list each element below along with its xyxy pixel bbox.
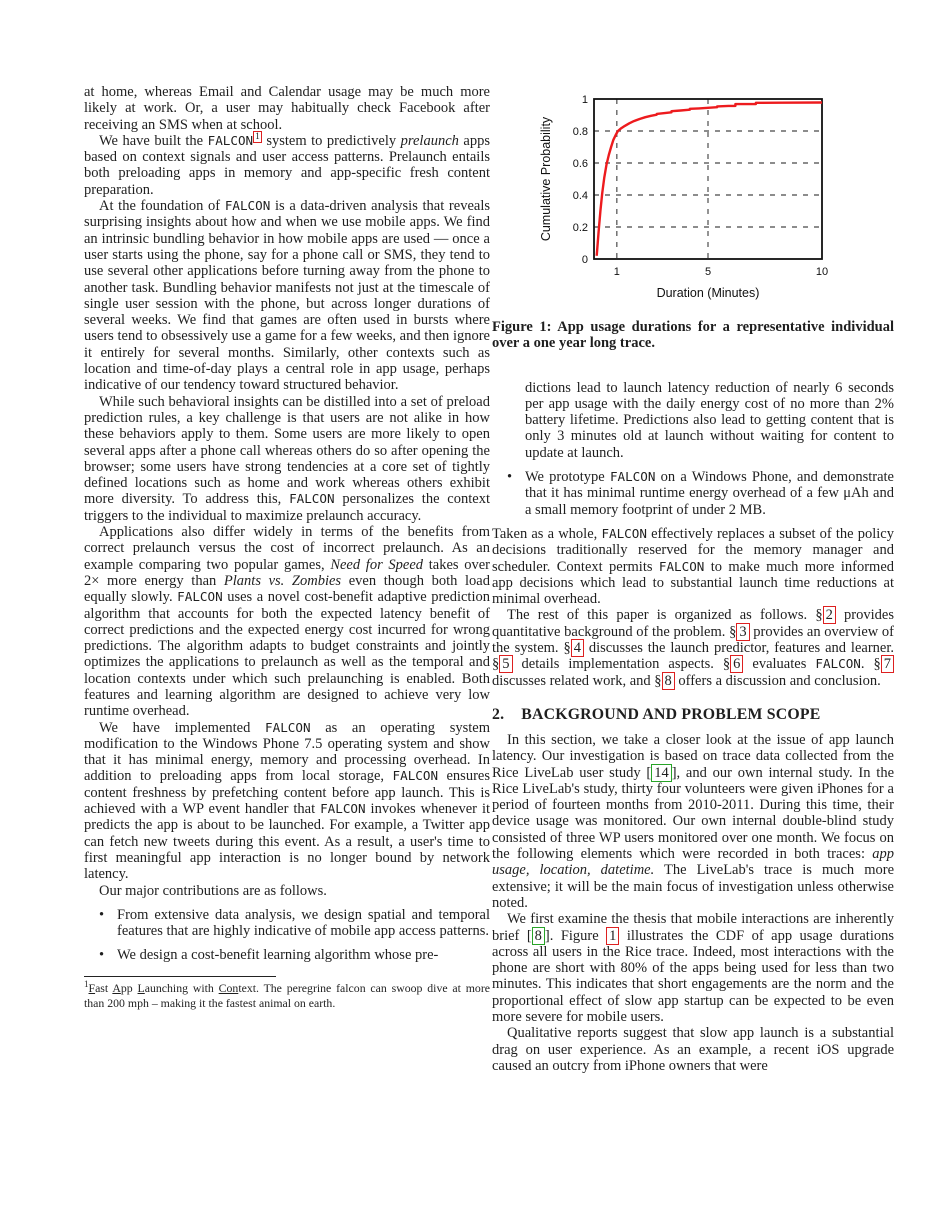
y-tick-label: 0.6	[572, 158, 588, 170]
section-heading	[492, 705, 894, 724]
internal-ref-link[interactable]: 4	[571, 639, 584, 657]
figure-caption-text: App usage durations for a representative individual over a one year long trace.	[492, 319, 894, 352]
internal-ref-link[interactable]: 7	[881, 655, 894, 673]
falcon-system-name: FALCON	[265, 719, 311, 735]
paragraph	[84, 84, 490, 133]
text-run: invokes whenever it predicts the app is about to be launched. For example, a Twitter app can fetch new tweets during this event. As a result, a user's time to first meaningful app interaction is no longer bound by network latency.	[84, 801, 490, 883]
falcon-system-name: FALCON	[815, 656, 861, 672]
paragraph	[84, 524, 490, 720]
text-run: In this section, we take a closer look at the issue of app launch latency. Our investigation is based on trace data collected from the Rice LiveLab user study [	[492, 731, 894, 781]
x-tick-label: 5	[704, 266, 712, 278]
text-run: at home, whereas Email and Calendar usage may be much more likely at work. Or, a user may habitually check Facebook after receiving an SMS when at school.	[84, 84, 490, 133]
citation-link[interactable]: 14	[651, 764, 672, 782]
underlined-text: Con	[218, 980, 239, 995]
internal-ref-link[interactable]: 5	[499, 655, 512, 673]
y-tick-label: 0.2	[572, 222, 588, 234]
internal-ref-link[interactable]: 3	[736, 623, 749, 641]
paragraph	[492, 607, 894, 688]
paragraph	[492, 732, 894, 911]
bullet-marker-icon: •	[99, 947, 105, 964]
falcon-system-name: FALCON	[224, 198, 271, 214]
y-tick-label: 1	[581, 94, 588, 106]
paragraph	[84, 720, 490, 883]
paragraph	[84, 394, 490, 524]
falcon-system-name: FALCON	[320, 801, 366, 817]
text-run: We first examine the thesis that mobile interactions are inherently brief [	[492, 911, 894, 944]
paragraph	[84, 883, 490, 899]
underlined-text: L	[137, 980, 145, 995]
footnote-ref-link[interactable]: 1	[255, 132, 260, 143]
bullet-item	[84, 947, 490, 963]
right-column	[492, 84, 894, 1074]
y-tick-label: 0	[581, 254, 588, 266]
emphasized-text: app usage, location, datetime.	[492, 846, 894, 879]
text-run: We prototype	[525, 469, 610, 486]
text-run: to make much more informed app decisions which lead to substantial launch time reductions at minimal overhead.	[492, 558, 894, 608]
text-run: uses a novel cost-benefit adaptive prediction algorithm that accounts for both the expected latency benefit of correct predictions and the expected energy cost incurred for wrong predictions. The algorithm adapts to budget constraints and jointly optimizes the applications to prelaunch as well as the temporal and location contexts under which such prelaunching is enabled. Both features and learning algorithm are designed to achieve very low runtime overhead.	[84, 589, 490, 720]
text-run: We have built the	[99, 132, 208, 149]
text-run: Our major contributions are as follows.	[99, 882, 327, 899]
section-title: BACKGROUND AND PROBLEM SCOPE	[521, 705, 821, 723]
x-axis-label: Duration (Minutes)	[656, 286, 760, 300]
text-run: ]. Figure	[544, 927, 607, 944]
text-run: We design a cost-benefit learning algorithm whose pre-	[117, 947, 439, 964]
bullet-continuation	[492, 380, 894, 461]
paragraph	[84, 198, 490, 394]
paragraph	[492, 911, 894, 1025]
internal-ref-link[interactable]: 2	[823, 606, 836, 624]
text-run: even though both load equally slowly.	[84, 572, 490, 606]
left-column-text	[84, 84, 490, 964]
text-run: as an operating system modification to the Windows Phone 7.5 operating system and show that it has minimal energy, memory and processing overhead. In addition to preloading apps from local storage,	[84, 719, 490, 785]
text-run: While such behavioral insights can be distilled into a set of preload prediction rules, a key challenge is that users are not alike in how these behaviors apply to them. Some users are more likely to open several apps after a phone call whereas others do so after opening the browser; some users have strong tendencies at a core set of tightly defined locations such as home and work whereas others exhibit more diversity. To address this,	[84, 393, 490, 508]
text-run: Applications also differ widely in terms of the benefits from correct prelaunch versus the cost of incorrect prelaunch. As an example comparing two popular games,	[84, 524, 490, 573]
text-run: ], and our own internal study. In the Rice LiveLab's study, thirty four volunteers were given iPhones for a period of fourteen months from 2010-2011. During this time, their device usage was monitored. Our own internal double-blind study consisted of three WP users monitored over one month. We focus on the following elements which were recorded in both traces:	[492, 764, 895, 863]
text-run: aunching with	[144, 980, 219, 995]
text-run: The LiveLab's trace is much more extensive; it will be the main focus of investigation unless otherwise noted.	[492, 862, 895, 911]
text-run: evaluates	[743, 656, 816, 673]
falcon-system-name: FALCON	[207, 132, 254, 148]
text-run: system to predictively	[261, 132, 401, 149]
text-run: is a data-driven analysis that reveals surprising insights about how and when we use mobile apps. We find an intrinsic bundling behavior in how mobile apps are used — once a user starts using the phone, say for a phone call or SMS, they tend to use several other applications before turning away from the phone to another task. Bundling behavior manifests not just at the timescale of single user session with the phone, but across longer durations of several weeks. We find that games are often used in bursts where users tend to obsessively use a game for a few weeks, and then ignore it entirely for several months. Similarly, other contexts such as location and time-of-day plays a central role in app usage, perhaps indicative of our tendency toward structured behavior.	[84, 198, 490, 394]
falcon-system-name: FALCON	[289, 491, 335, 507]
footnote-text	[84, 978, 490, 1011]
text-run: on a Windows Phone, and demonstrate that it has minimal runtime energy overhead of a few μAh and a small memory footprint of under 2 MB.	[525, 469, 894, 518]
text-run: The rest of this paper is organized as follows. §	[507, 607, 823, 624]
paragraph	[84, 133, 490, 198]
right-column-text	[492, 380, 894, 1075]
paragraph	[492, 526, 894, 607]
text-run: provides quantitative background of the problem. §	[492, 607, 894, 640]
section-number: 2.	[492, 705, 505, 723]
bullet-item	[84, 907, 490, 940]
figure-caption-label: Figure 1:	[492, 319, 552, 335]
text-run: dictions lead to launch latency reduction of nearly 6 seconds per app usage with the daily energy cost of no more than 2% battery lifetime. Predictions also lead to getting content that is only 3 minutes old at launch without waiting for content to update at launch.	[525, 379, 894, 461]
text-run: apps based on context signals and user access patterns. Prelaunch entails both preloading apps in memory and app-specific fresh content preparation.	[84, 132, 490, 198]
text-run: details implementation aspects. §	[512, 656, 731, 673]
emphasized-text: Plants vs. Zombies	[223, 572, 342, 589]
internal-ref-link[interactable]: 6	[730, 655, 743, 673]
text-run: personalizes the context triggers to the individual to maximize prelaunch accuracy.	[84, 491, 490, 524]
falcon-system-name: FALCON	[177, 589, 223, 605]
text-run: takes over 2× more energy than	[84, 556, 490, 589]
text-run: discusses related work, and §	[492, 672, 662, 689]
text-run: effectively replaces a subset of the policy decisions traditionally reserved for the memory manager and scheduler. Context permits	[492, 525, 894, 575]
footnote-marker: 1	[84, 978, 89, 989]
falcon-system-name: FALCON	[658, 558, 705, 574]
bullet-marker-icon: •	[99, 906, 105, 923]
text-run: We have implemented	[99, 719, 266, 736]
citation-link[interactable]: 8	[532, 927, 545, 945]
falcon-system-name: FALCON	[609, 469, 656, 485]
bullet-item	[492, 469, 894, 518]
bullet-marker-icon: •	[507, 469, 513, 486]
text-run: provides an overview of the system. §	[492, 623, 895, 657]
text-run: At the foundation of	[99, 198, 225, 215]
internal-ref-link[interactable]: 1	[606, 927, 619, 945]
text-run: Qualitative reports suggest that slow app launch is a substantial drag on user experience. As an example, a recent iOS upgrade caused an outcry from iPhone owners that were	[492, 1025, 894, 1074]
text-run: ensures content freshness by prefetching content before app launch. This is achieved with a WP event handler that	[84, 768, 490, 818]
text-run: From extensive data analysis, we design spatial and temporal features that are highly indicative of mobile app access patterns.	[117, 906, 490, 940]
text-run: illustrates the CDF of app usage durations across all users in the Rice trace. Indeed, most interactions with the phone are short with 80% of the apps being used for less than two minutes. This indicates that short engagements are the norm and the proportional effect of slow app startup can be expected to be even more severe for mobile users.	[492, 927, 894, 1025]
emphasized-text: Need for Speed	[330, 556, 424, 573]
figure-1	[536, 91, 894, 305]
y-tick-label: 0.8	[572, 126, 588, 138]
internal-ref-link[interactable]: 8	[662, 672, 675, 690]
falcon-system-name: FALCON	[601, 525, 647, 541]
text-run: . §	[860, 656, 881, 673]
text-run: offers a discussion and conclusion.	[674, 672, 881, 689]
cdf-chart	[536, 91, 842, 305]
text-run: discusses the launch predictor, features and learner. §	[492, 640, 895, 673]
paragraph	[492, 1025, 894, 1074]
left-column	[84, 84, 490, 1010]
cdf-curve	[597, 103, 822, 256]
emphasized-text: prelaunch	[400, 132, 459, 149]
underlined-text: A	[112, 980, 121, 995]
footnote	[84, 976, 490, 1011]
text-run: ast	[95, 980, 113, 995]
footnote-rule	[84, 976, 276, 977]
falcon-system-name: FALCON	[392, 768, 439, 784]
y-tick-label: 0.4	[572, 190, 588, 202]
x-tick-label: 10	[815, 266, 829, 278]
underlined-text: F	[88, 980, 96, 995]
text-run: text. The peregrine falcon can swoop dive at more than 200 mph – making it the fastest animal on earth.	[84, 980, 490, 1010]
figure-caption	[492, 319, 894, 352]
x-tick-label: 1	[613, 266, 620, 278]
y-axis-label: Cumulative Probability	[539, 116, 553, 242]
text-run: Taken as a whole,	[492, 525, 602, 542]
text-run: pp	[120, 980, 138, 995]
